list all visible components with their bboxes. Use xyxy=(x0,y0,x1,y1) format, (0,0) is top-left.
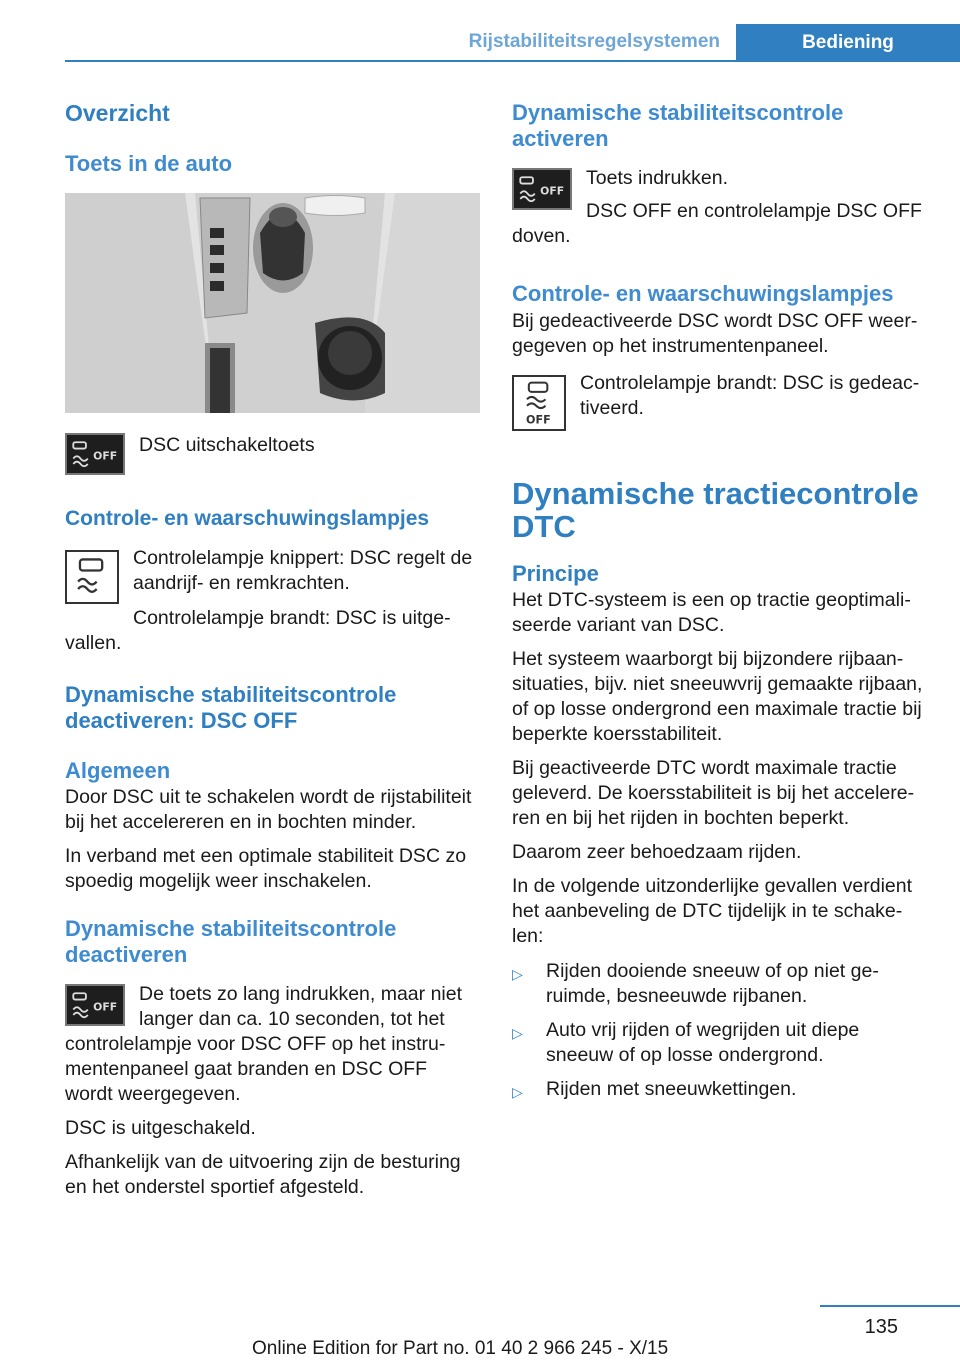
center-console-photo xyxy=(65,193,480,413)
bullet-triangle-icon: ▷ xyxy=(512,966,523,982)
svg-text:OFF: OFF xyxy=(540,184,565,198)
right-column xyxy=(512,100,927,1111)
heading-principe: Principe xyxy=(512,561,599,586)
text-afhankelijk: Afhankelijk van de uitvoering zijn de besturing en het onderstel sportief afgesteld. xyxy=(65,1151,461,1198)
heading-controle-lampjes: Controle- en waarschuwingslampjes xyxy=(65,507,430,530)
activate-row xyxy=(512,166,927,249)
text-gedeactiveerd: Bij gedeactiveerde DSC wordt DSC OFF weergegeven op het instrumentenpaneel. xyxy=(512,310,918,357)
heading-overzicht: Overzicht xyxy=(65,100,170,126)
dsc-off-caption: DSC uitschakeltoets xyxy=(139,434,315,456)
list-item xyxy=(512,1018,927,1068)
list-item-text: Rijden met sneeuwkettingen. xyxy=(546,1078,797,1100)
heading-deactiveren-dsc-off: Dynamische stabiliteitscontrole deactiveren: DSC OFF xyxy=(65,682,397,733)
header-rule xyxy=(65,60,960,62)
list-item xyxy=(512,1077,927,1102)
text-brandt-uitgevallen: Controlelampje brandt: DSC is uitgevallen. xyxy=(65,607,451,654)
text-dsc-uitgeschakeld: DSC is uitgeschakeld. xyxy=(65,1117,256,1139)
dtc-situations-list xyxy=(512,959,927,1102)
text-doven: DSC OFF en controlelampje DSC OFF doven. xyxy=(512,200,922,247)
heading-controle-lampjes-right: Controle- en waarschuwingslampjes xyxy=(512,281,894,306)
text-knippert: Controlelampje knippert: DSC regelt de aandrijf- en remkrachten. xyxy=(133,547,473,594)
svg-text:OFF: OFF xyxy=(93,1000,118,1014)
text-dtc-4: Daarom zeer behoedzaam rijden. xyxy=(512,841,802,863)
list-item xyxy=(512,959,927,1009)
text-toets-indrukken-deactiveren: De toets zo lang indrukken, maar niet langer dan ca. 10 seconden, tot het controlelampje voor DSC OFF op het instrumentenpaneel gaat branden en DSC OFF wordt weergegeven. xyxy=(65,983,463,1105)
text-dtc-3: Bij geactiveerde DTC wordt maximale tractie geleverd. De koersstabiliteit is bij het accelereren en bij het rijden in bochten beperkt. xyxy=(512,757,915,829)
dsc-off-button-row xyxy=(65,431,480,481)
page-number: 135 xyxy=(864,1316,898,1338)
heading-activeren: Dynamische stabiliteitscontrole activeren xyxy=(512,100,844,151)
dsc-warning-lamp-icon xyxy=(65,550,119,604)
text-dtc-1: Het DTC-systeem is een op tractie geoptimaliseerde variant van DSC. xyxy=(512,589,911,636)
dsc-off-lamp-icon xyxy=(512,375,566,431)
header-tab: Bediening xyxy=(736,24,960,62)
left-column xyxy=(65,100,480,1200)
svg-text:OFF: OFF xyxy=(93,449,118,463)
dsc-off-icon xyxy=(65,433,125,475)
heading-algemeen: Algemeen xyxy=(65,758,171,783)
deactivate-row xyxy=(65,982,480,1107)
text-dtc-5: In de volgende uitzonderlijke gevallen verdient het aanbeveling de DTC tijdelijk in te schakelen: xyxy=(512,875,913,947)
center-console-illustration xyxy=(65,193,480,413)
text-brandt-gedeactiveerd: Controlelampje brandt: DSC is gedeactiveerd. xyxy=(580,372,920,419)
dsc-off-icon xyxy=(512,168,572,210)
text-dtc-2: Het systeem waarborgt bij bijzondere rijbaansituaties, bijv. niet sneeuwvrij gemaakte rijbaan, of op losse ondergrond een maximale tractie bij beperkte koersstabiliteit. xyxy=(512,648,923,745)
bullet-triangle-icon: ▷ xyxy=(512,1084,523,1100)
dsc-warning-row xyxy=(65,546,480,656)
text-algemeen-1: Door DSC uit te schakelen wordt de rijstabiliteit bij het accelereren en in bochten minder. xyxy=(65,786,472,833)
text-algemeen-2: In verband met een optimale stabiliteit DSC zo spoedig mogelijk weer inschakelen. xyxy=(65,845,467,892)
list-item-text: Auto vrij rijden of wegrijden uit diepe sneeuw of op losse ondergrond. xyxy=(546,1019,860,1066)
heading-toets-in-de-auto: Toets in de auto xyxy=(65,151,233,176)
dsc-off-icon xyxy=(65,984,125,1026)
heading-deactiveren: Dynamische stabiliteitscontrole deactiveren xyxy=(65,916,397,967)
text-toets-indrukken: Toets indrukken. xyxy=(586,167,728,189)
svg-text:OFF: OFF xyxy=(526,413,551,427)
footer-edition: Online Edition for Part no. 01 40 2 966 245 - X/15 xyxy=(252,1338,669,1359)
bullet-triangle-icon: ▷ xyxy=(512,1025,523,1041)
heading-dtc: Dynamische tractiecontrole DTC xyxy=(512,476,919,544)
header-section-title: Rijstabiliteitsregelsystemen xyxy=(468,31,720,52)
footer-rule xyxy=(820,1305,960,1307)
list-item-text: Rijden dooiende sneeuw of op niet geruimde, besneeuwde rijbanen. xyxy=(546,960,879,1007)
dsc-off-lamp-row xyxy=(512,371,927,437)
